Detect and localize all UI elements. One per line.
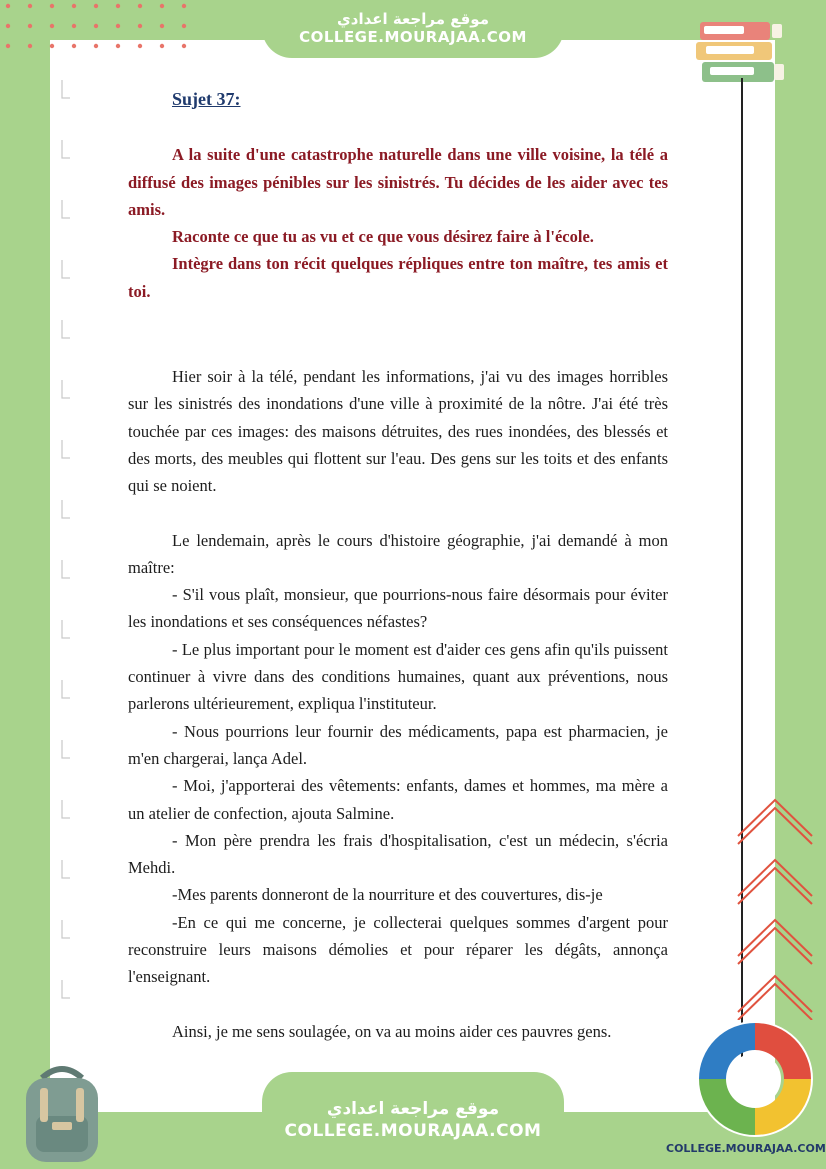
essay-paragraph-1: Hier soir à la télé, pendant les informations, j'ai vu des images horribles sur les sinistrés des inondations d'une ville à proximité de la nôtre. J'ai été très touchée par ces images: des maisons détruites, des rues inondées, des blessés et des morts, des meubles qui flottent sur l'eau. Des gens sur les toits et des enfants qui se noient. [128,367,668,496]
decorative-dots [0,0,210,60]
essay-body [128,363,668,1045]
essay-conclusion: Ainsi, je me sens soulagée, on va au moins aider ces pauvres gens. [172,1021,612,1041]
subject-line-1: A la suite d'une catastrophe naturelle dans une ville voisine, la télé a diffusé des images pénibles sur les sinistrés. Tu décides de les aider avec tes amis. [128,145,668,219]
footer-site-url[interactable]: COLLEGE.MOURAJAA.COM [284,1121,542,1141]
footer-site-name: موقع مراجعة اعدادي [326,1099,500,1119]
dialogue-line-3: - Nous pourrions leur fournir des médicaments, papa est pharmacien, je m'en chargerai, lança Adel. [128,721,668,768]
header-banner [262,0,564,58]
dialogue-line-6: -Mes parents donneront de la nourriture et des couvertures, dis-je [172,885,603,905]
margin-binding-marks [60,80,72,1040]
dialogue-line-1: - S'il vous plaît, monsieur, que pourrions-nous faire désormais pour éviter les inondations et ses conséquences néfastes? [128,585,668,632]
essay-paragraph-2: Le lendemain, après le cours d'histoire géographie, j'ai demandé à mon maître: [128,530,668,577]
education-ring-icon [694,1018,816,1140]
header-site-name: موقع مراجعة اعدادي [337,10,489,28]
footer-logo-text: COLLEGE.MOURAJAA.COM [666,1142,826,1155]
dialogue-line-4: - Moi, j'apporterai des vêtements: enfants, dames et hommes, ma mère a un atelier de confection, ajouta Salmine. [128,776,668,823]
subject-statement [128,141,668,305]
dialogue-line-5: - Mon père prendra les frais d'hospitalisation, c'est un médecin, s'écria Mehdi. [128,830,668,878]
dialogue-line-2: - Le plus important pour le moment est d'aider ces gens afin qu'ils puissent continuer à vivre dans des conditions humaines, quant aux préventions, nous parlerons ultérieurement, expliqua l'instituteur. [128,639,668,714]
subject-line-3: Intègre dans ton récit quelques répliques entre ton maître, tes amis et toi. [128,254,668,301]
chevron-up-icon [730,790,820,1020]
books-icon [690,10,790,100]
subject-title: Sujet 37: [172,89,241,109]
document-content [128,86,668,1072]
footer-banner [262,1072,564,1169]
header-site-url[interactable]: COLLEGE.MOURAJAA.COM [299,28,527,46]
subject-line-2: Raconte ce que tu as vu et ce que vous désirez faire à l'école. [172,227,594,247]
dialogue-line-7: -En ce qui me concerne, je collecterai quelques sommes d'argent pour reconstruire leurs maisons démolies et pour réparer les dégâts, annonça l'enseignant. [128,912,668,987]
backpack-icon [12,1058,112,1166]
